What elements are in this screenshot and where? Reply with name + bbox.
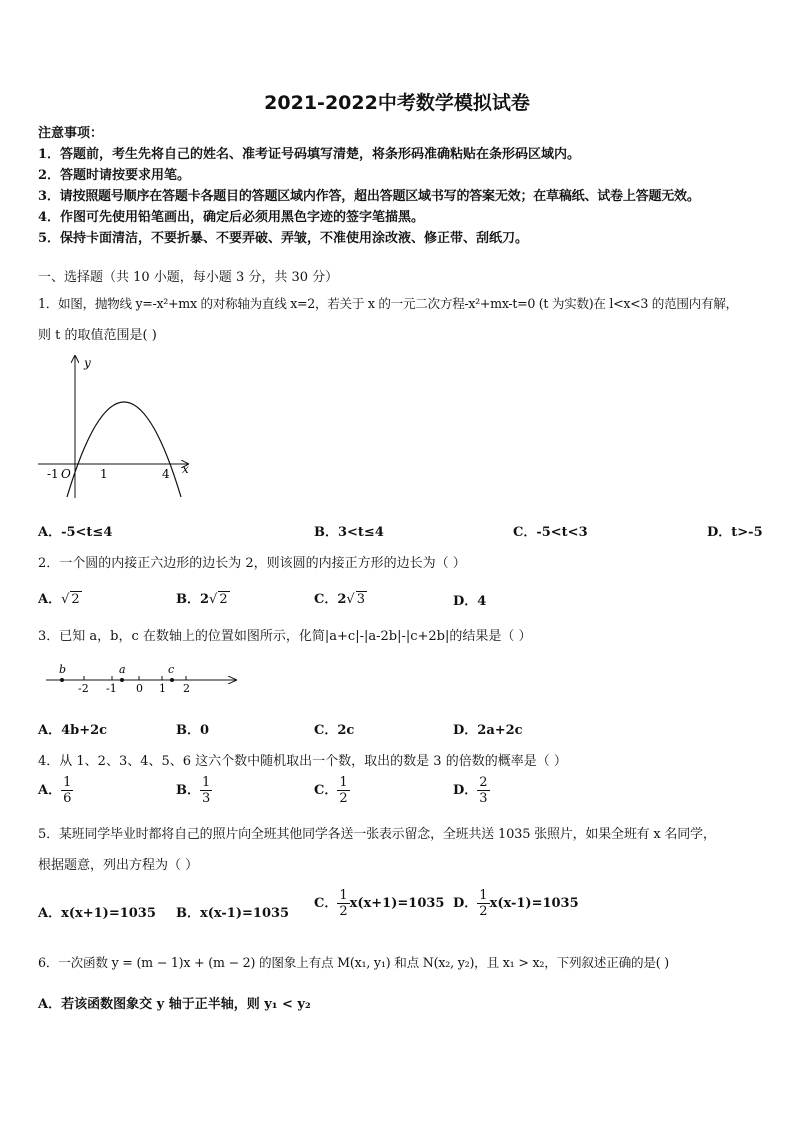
q2-option-d: D．4	[453, 594, 487, 609]
option-label: A．	[38, 783, 62, 798]
option-label: C．	[314, 783, 338, 798]
origin-label: O	[61, 467, 71, 481]
option-expression: x(x-1)=1035	[489, 896, 579, 911]
q5-option-d	[453, 888, 579, 919]
question-5-text-cont: 根据题意，列出方程为（ ）	[38, 858, 199, 873]
note-item: 3．请按照题号顺序在答题卡各题目的答题区域内作答，超出答题区域书写的答案无效；在草稿纸、试卷上答题无效。	[38, 189, 700, 204]
fraction-denominator: 6	[63, 791, 72, 806]
question-2-text: 2．一个圆的内接正六边形的边长为 2，则该圆的内接正方形的边长为（ ）	[38, 556, 466, 571]
q4-option-d	[453, 775, 490, 806]
q2-option-a-radicand: 2	[71, 592, 80, 607]
question-1-text-cont: 则 t 的取值范围是( )	[38, 328, 157, 343]
q1-option-c: C．-5<t<3	[513, 525, 588, 540]
question-4-text: 4．从 1、2、3、4、5、6 这六个数中随机取出一个数，取出的数是 3 的倍数的概率是（ ）	[38, 754, 567, 769]
note-item: 2．答题时请按要求用笔。	[38, 168, 191, 183]
tick-label: -2	[78, 682, 89, 694]
label-b: b	[59, 663, 67, 676]
x-axis-label: x	[182, 462, 189, 476]
q2-option-b	[176, 588, 230, 607]
tick-4: 4	[162, 467, 170, 481]
tick-neg1: -1	[47, 467, 59, 481]
fraction-numerator: 1	[202, 775, 211, 790]
q2-option-c	[314, 588, 367, 607]
q3-option-b: B．0	[176, 723, 210, 738]
question-3-text: 3．已知 a，b，c 在数轴上的位置如图所示，化简|a+c|-|a-2b|-|c+2b|的结果是（ ）	[38, 629, 532, 644]
option-label: D．	[453, 783, 478, 798]
note-item: 1．答题前，考生先将自己的姓名、准考证号码填写清楚，将条形码准确粘贴在条形码区域内。	[38, 147, 581, 162]
label-c: c	[168, 663, 175, 676]
tick-label: 1	[159, 682, 166, 694]
question-6-text: 6．一次函数 y = (m − 1)x + (m − 2) 的图象上有点 M(x₁, y₁) 和点 N(x₂, y₂)，且 x₁ > x₂，下列叙述正确的是( )	[38, 955, 669, 970]
parabola-curve	[67, 402, 181, 497]
note-item: 5．保持卡面清洁，不要折暴、不要弄破、弄皱，不准使用涂改液、修正带、刮纸刀。	[38, 231, 529, 246]
q3-option-a: A．4b+2c	[38, 723, 108, 738]
fraction-denominator: 3	[479, 791, 488, 806]
label-a: a	[119, 663, 126, 676]
option-label: D．	[453, 896, 478, 911]
fraction-numerator: 2	[479, 775, 488, 790]
q2-option-b-radicand: 2	[219, 592, 228, 607]
q5-option-c	[314, 888, 444, 919]
q2-option-c-radicand: 3	[356, 592, 365, 607]
question-1-text: 1．如图，抛物线 y=-x²+mx 的对称轴为直线 x=2，若关于 x 的一元二次方程-x²+mx-t=0 (t 为实数)在 l<x<3 的范围内有解，	[38, 296, 738, 311]
fraction-numerator: 1	[339, 888, 348, 903]
tick-label: 2	[183, 682, 190, 694]
number-line	[44, 660, 240, 694]
q2-option-b-label: B．2	[176, 592, 210, 607]
q6-option-a: A．若该函数图象交 y 轴于正半轴，则 y₁ < y₂	[38, 997, 311, 1012]
point-a	[120, 678, 124, 682]
sqrt-sign: √	[346, 592, 355, 607]
sqrt-sign: √	[61, 592, 70, 607]
fraction-denominator: 3	[202, 791, 211, 806]
q2-option-c-label: C．2	[314, 592, 347, 607]
fraction-denominator: 2	[479, 904, 488, 919]
q2-option-a-label: A．	[38, 592, 62, 607]
q4-option-b	[176, 775, 212, 806]
q4-option-c	[314, 775, 350, 806]
sqrt-sign: √	[209, 592, 218, 607]
option-expression: x(x+1)=1035	[349, 896, 445, 911]
q3-option-c: C．2c	[314, 723, 355, 738]
q5-option-b: B．x(x-1)=1035	[176, 906, 290, 921]
page-title: 2021-2022中考数学模拟试卷	[264, 92, 530, 114]
parabola-graph	[38, 352, 198, 500]
fraction-numerator: 1	[63, 775, 72, 790]
note-item: 4．作图可先使用铅笔画出，确定后必须用黑色字迹的签字笔描黑。	[38, 210, 425, 225]
notes-heading: 注意事项：	[38, 126, 104, 141]
fraction-numerator: 1	[479, 888, 488, 903]
option-label: C．	[314, 896, 338, 911]
fraction-numerator: 1	[339, 775, 348, 790]
option-label: B．	[176, 783, 200, 798]
q1-option-a: A．-5<t≤4	[38, 525, 113, 540]
question-5-text: 5．某班同学毕业时都将自己的照片向全班其他同学各送一张表示留念，全班共送 1035 张照片，如果全班有 x 名同学，	[38, 827, 716, 842]
fraction-denominator: 2	[339, 904, 348, 919]
q1-option-d: D．t>-5	[707, 525, 763, 540]
q3-option-d: D．2a+2c	[453, 723, 523, 738]
section-heading: 一、选择题（共 10 小题，每小题 3 分，共 30 分）	[38, 270, 339, 285]
point-b	[60, 678, 64, 682]
point-c	[170, 678, 174, 682]
tick-1: 1	[100, 467, 108, 481]
tick-label: -1	[106, 682, 117, 694]
q1-option-b: B．3<t≤4	[314, 525, 384, 540]
q5-option-a: A．x(x+1)=1035	[38, 906, 156, 921]
q4-option-a	[38, 775, 73, 806]
fraction-denominator: 2	[339, 791, 348, 806]
tick-label: 0	[136, 682, 143, 694]
y-axis-label: y	[84, 356, 91, 370]
q2-option-a	[38, 588, 82, 607]
